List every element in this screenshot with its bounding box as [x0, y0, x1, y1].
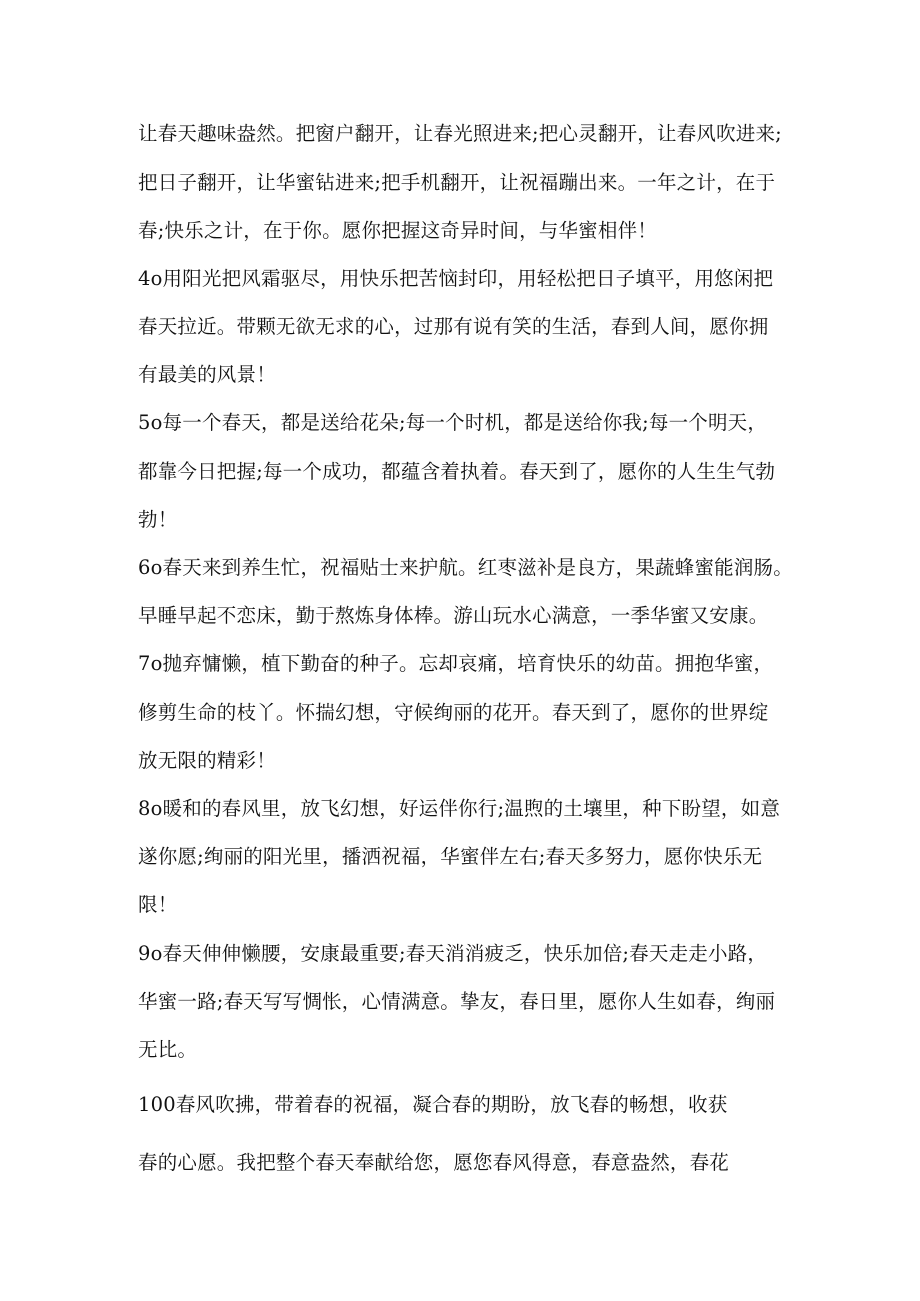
text-line: 8o暖和的春风里，放飞幻想，好运伴你行;温煦的土壤里，种下盼望，如意 [138, 797, 781, 820]
text-line: 春的心愿。我把整个春天奉献给您，愿您春风得意，春意盎然，春花 [138, 1151, 730, 1174]
text-line: 100春风吹拂，带着春的祝福，凝合春的期盼，放飞春的畅想，收获 [138, 1093, 728, 1116]
text-line: 让春天趣味盎然。把窗户翻开，让春光照进来;把心灵翻开，让春风吹进来; [138, 122, 782, 145]
text-line: 无比。 [138, 1038, 198, 1061]
text-line: 限！ [138, 893, 178, 916]
text-line: 9o春天伸伸懒腰，安康最重要;春天消消疲乏，快乐加倍;春天走走小路， [138, 942, 768, 965]
text-line: 遂你愿;绚丽的阳光里，播洒祝福，华蜜伴左右;春天多努力，愿你快乐无 [138, 845, 763, 868]
text-line: 春;快乐之计，在于你。愿你把握这奇异时间，与华蜜相伴！ [138, 219, 657, 242]
text-line: 6o春天来到养生忙，祝福贴士来护航。红枣滋补是良方，果蔬蜂蜜能润肠。 [138, 556, 793, 579]
text-line: 勃！ [138, 508, 178, 531]
text-line: 把日子翻开，让华蜜钻进来;把手机翻开，让祝福蹦出来。一年之计，在于 [138, 171, 776, 194]
text-line: 有最美的风景！ [138, 363, 276, 386]
text-line: 早睡早起不恋床，勤于熬炼身体棒。游山玩水心满意，一季华蜜又安康。 [138, 604, 769, 627]
text-line: 春天拉近。带颗无欲无求的心，过那有说有笑的生活，春到人间，愿你拥 [138, 315, 769, 338]
text-line: 7o抛弃慵懒，植下勤奋的种子。忘却哀痛，培育快乐的幼苗。拥抱华蜜， [138, 652, 774, 675]
text-line: 修剪生命的枝丫。怀揣幻想，守候绚丽的花开。春天到了，愿你的世界绽 [138, 701, 769, 724]
text-line: 放无限的精彩！ [138, 749, 276, 772]
text-line: 4o用阳光把风霜驱尽，用快乐把苦恼封印，用轻松把日子填平，用悠闲把 [138, 267, 774, 290]
text-line: 华蜜一路;春天写写惆怅，心情满意。挚友，春日里，愿你人生如春，绚丽 [138, 990, 776, 1013]
text-line: 都靠今日把握;每一个成功，都蕴含着执着。春天到了，愿你的人生生气勃 [138, 460, 776, 483]
text-line: 5o每一个春天，都是送给花朵;每一个时机，都是送给你我;每一个明天， [138, 411, 768, 434]
